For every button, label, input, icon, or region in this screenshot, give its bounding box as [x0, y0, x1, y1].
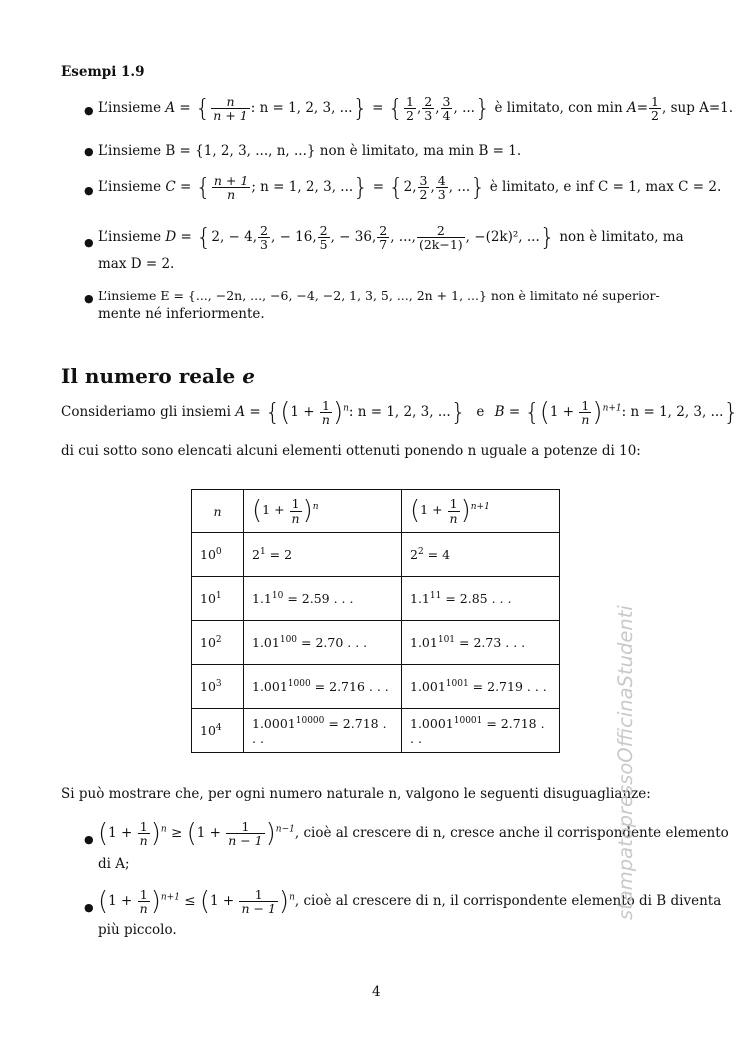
text: , −(2k)², ...	[465, 229, 540, 246]
set-name: C	[165, 179, 176, 196]
text: non è limitato, ma	[559, 229, 684, 246]
example-b: L’insieme B = {1, 2, 3, ..., n, ...} non è limitato, ma min B = 1.	[98, 143, 522, 159]
cell-b: $1.001^{1001} = 2.719$ . . .	[402, 665, 560, 709]
inequality-2-line2: più piccolo.	[98, 922, 177, 938]
cell-b: $1.0001^{10001} = 2.718$ . . .	[402, 709, 560, 753]
bullet-4: ●	[84, 236, 94, 249]
cell-a: $1.001^{1000} = 2.716$ . . .	[244, 665, 402, 709]
frac-num: 4	[437, 173, 446, 188]
text: è limitato, e inf C = 1, max C = 2.	[489, 179, 722, 196]
text: L’insieme	[98, 179, 162, 196]
frac-num: 2	[424, 94, 433, 109]
cell-a: $1.01^{100} = 2.70$ . . .	[244, 621, 402, 665]
cell-n: $10^0$	[192, 533, 244, 577]
set-name: B	[494, 404, 505, 421]
text: L’insieme	[98, 100, 162, 117]
table-row	[192, 621, 560, 665]
frac-den: 3	[437, 187, 446, 203]
text: , cioè al crescere di n, il corrispondente elemento di B diventa	[294, 893, 722, 910]
bullet-ineq-1: ●	[84, 833, 94, 846]
frac-num: 3	[442, 94, 451, 109]
text: , − 36,	[330, 229, 377, 246]
frac-den: 5	[319, 237, 328, 253]
frac-den: n + 1	[213, 108, 248, 124]
inequality-1-line2: di A;	[98, 856, 130, 872]
text: , sup A=1.	[661, 100, 734, 117]
example-d-line2: max D = 2.	[98, 256, 175, 272]
relation: ≤	[184, 893, 196, 910]
set-name: A	[235, 404, 246, 421]
table-row	[192, 665, 560, 709]
table-header	[192, 490, 560, 533]
cell-n: $10^1$	[192, 577, 244, 621]
bullet-5: ●	[84, 292, 94, 305]
bullet-1: ●	[84, 104, 94, 117]
cell-b: $1.1^{11} = 2.85$ . . .	[402, 577, 560, 621]
frac-num: 2	[260, 223, 268, 238]
frac-num: n	[211, 95, 249, 109]
text: e	[476, 404, 485, 421]
relation: ≥	[170, 825, 183, 842]
set-name: A	[165, 100, 176, 117]
set-name: A	[626, 100, 637, 117]
frac-den: 2	[406, 108, 414, 124]
cell-a: $2^1 = 2$	[244, 533, 402, 577]
header-a: (1 + $\frac{1}{n}$ )$^n$	[244, 490, 402, 533]
frac-num: 1	[406, 94, 414, 109]
examples-heading: Esempi 1.9	[61, 64, 145, 80]
bullet-2: ●	[84, 145, 94, 158]
table-row	[192, 533, 560, 577]
condition: : n = 1, 2, 3, ...	[621, 404, 724, 421]
text: , − 16,	[270, 229, 317, 246]
cell-n: $10^2$	[192, 621, 244, 665]
frac-den: 2	[651, 108, 659, 124]
watermark: stampatopressoOfficinaStudenti	[614, 605, 637, 920]
powers-table	[191, 489, 560, 753]
intro-line: Consideriamo gli insiemi A = {(1 + $\frac{1}{n}$ )$^n$: n = 1, 2, 3, ...} e B = {(1 + $\frac{1}{n}$ )$^{n+1}$: n = 1, 2, 3, ...}	[61, 397, 739, 428]
frac-den: (2k−1)	[418, 237, 463, 253]
text: Consideriamo gli insiemi	[61, 404, 232, 421]
text: 2,	[403, 179, 417, 196]
cell-a: $1.1^{10} = 2.59$ . . .	[244, 577, 402, 621]
text: 2, − 4,	[211, 229, 258, 246]
section-title-var: e	[242, 364, 255, 388]
show-text: Si può mostrare che, per ogni numero naturale n, valgono le seguenti disuguaglianze:	[61, 786, 651, 802]
frac-num: n + 1	[213, 173, 249, 188]
inequality-1: (1 + $\frac{1}{n}$ )$^n$ ≥ (1 + $\frac{1}{n - 1}$ )$^{n-1}$, cioè al crescere di n, cresce anche il corrispondente elemento	[98, 818, 729, 849]
frac-den: 4	[442, 108, 451, 124]
condition: : n = 1, 2, 3, ...	[250, 100, 353, 117]
header-b: (1 + $\frac{1}{n}$ )$^{n+1}$	[402, 490, 560, 533]
cell-n: $10^3$	[192, 665, 244, 709]
example-a: L’insieme A = { $\frac{n}{n + 1}$ : n = 1, 2, 3, ...} = { $\frac{1}{2}$ , $\frac{2}{3}$ , $\frac{3}{4}$ , ...} è limitato, con min A= $\frac{1}{2}$ , sup A=1.	[98, 94, 734, 124]
condition: ; n = 1, 2, 3, ...	[251, 179, 354, 196]
table-row	[192, 577, 560, 621]
cell-a: $1.0001^{10000} = 2.718$ . . .	[244, 709, 402, 753]
inequality-2: (1 + $\frac{1}{n}$ )$^{n+1}$ ≤ (1 + $\frac{1}{n - 1}$ )$^n$, cioè al crescere di n, il corrispondente elemento di B diventa	[98, 886, 722, 917]
frac-num: 1	[651, 94, 659, 109]
section-title-text: Il numero reale	[61, 364, 236, 388]
frac-den: n	[227, 187, 236, 203]
frac-num: 3	[419, 173, 428, 188]
text: , cioè al crescere di n, cresce anche il corrispondente elemento	[294, 825, 729, 842]
frac-num: 2	[417, 224, 465, 238]
set-name: D	[165, 229, 177, 246]
bullet-ineq-2: ●	[84, 901, 94, 914]
text: L’insieme	[98, 229, 162, 246]
frac-den: 3	[424, 108, 433, 124]
frac-den: 3	[260, 237, 268, 253]
frac-num: 2	[379, 223, 388, 238]
text: , ...,	[390, 229, 416, 246]
header-n: n	[192, 490, 244, 533]
bullet-3: ●	[84, 184, 94, 197]
frac-num: 2	[319, 223, 328, 238]
example-e: L’insieme E = {..., −2n, ..., −6, −4, −2, 1, 3, 5, ..., 2n + 1, ...} non è limitato né superior-	[98, 288, 660, 303]
table-row	[192, 709, 560, 753]
cell-b: $1.01^{101} = 2.73$ . . .	[402, 621, 560, 665]
frac-den: 7	[379, 237, 388, 253]
cell-n: $10^4$	[192, 709, 244, 753]
intro-line2: di cui sotto sono elencati alcuni elementi ottenuti ponendo n uguale a potenze di 10:	[61, 443, 641, 459]
example-d: L’insieme D = {2, − 4, $\frac{2}{3}$ , − 16, $\frac{2}{5}$ , − 36, $\frac{2}{7}$ , ..., $\frac{2}{(2k-1)}$ , −(2k)², ...} non è limitato, ma	[98, 223, 684, 253]
frac-den: 2	[419, 187, 428, 203]
page-number: 4	[372, 984, 381, 1000]
cell-b: $2^2 = 4$	[402, 533, 560, 577]
example-c: L’insieme C = { $\frac{n + 1}{n}$ ; n = 1, 2, 3, ...} = {2, $\frac{3}{2}$ , $\frac{4}{3}$ , ...} è limitato, e inf C = 1, max C = 2.	[98, 173, 722, 203]
text: è limitato, con min	[494, 100, 623, 117]
condition: : n = 1, 2, 3, ...	[348, 404, 451, 421]
example-e-line2: mente né inferiormente.	[98, 306, 265, 322]
section-title	[61, 364, 255, 388]
